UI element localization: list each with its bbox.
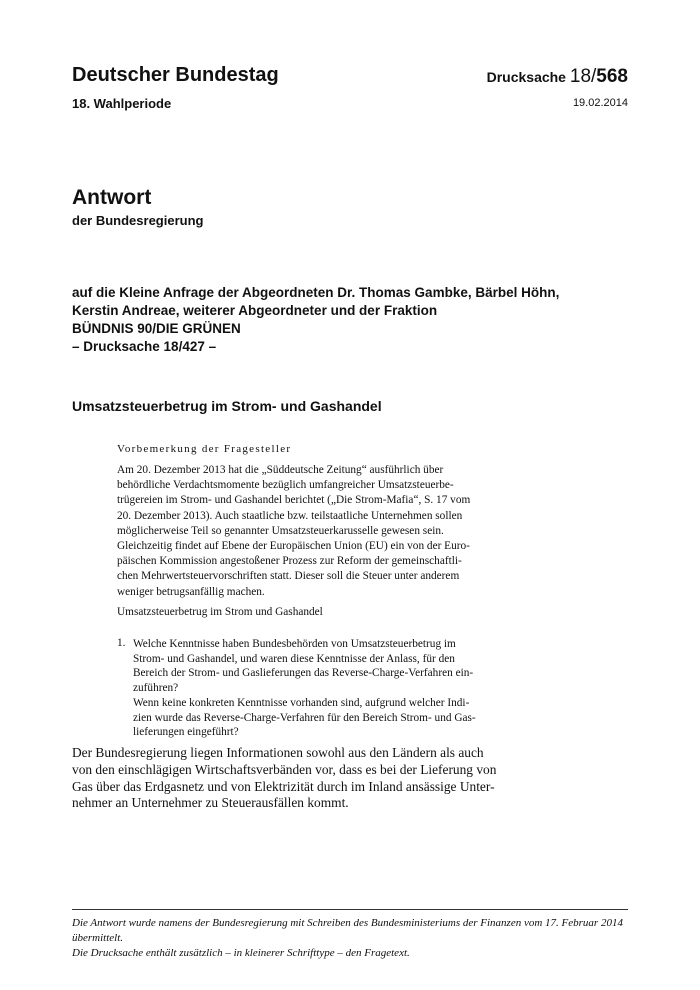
preliminary-remark-heading: Vorbemerkung der Fragesteller <box>117 443 292 455</box>
text-line: trügereien im Strom- und Gashandel berichtet („Die Strom-Mafia“, S. 17 vom <box>117 494 471 507</box>
inquiry-line: – Drucksache 18/427 – <box>72 339 217 354</box>
text-line: behördliche Verdachtsmomente bezüglich umfangreicher Umsatzsteuerbe- <box>117 479 454 492</box>
question-number: 1. <box>117 637 126 649</box>
text-line: 20. Dezember 2013). Auch staatliche bzw. teilstaatliche Unternehmen sollen <box>117 509 463 522</box>
text-line: Gas über das Erdgasnetz und von Elektrizität durch im Inland ansässige Unter- <box>72 778 495 794</box>
document-date: 19.02.2014 <box>572 97 628 109</box>
question-followup-text <box>133 696 629 740</box>
answer-text <box>72 745 630 812</box>
text-line: Wenn keine konkreten Kenntnisse vorhanden sind, aufgrund welcher Indi- <box>133 697 470 709</box>
text-line: zuführen? <box>133 681 179 694</box>
text-line: Welche Kenntnisse haben Bundesbehörden von Umsatzsteuerbetrug im <box>133 638 456 650</box>
institution-title: Deutscher Bundestag <box>72 64 279 86</box>
inquiry-line: BÜNDNIS 90/DIE GRÜNEN <box>72 321 241 336</box>
inquiry-line: auf die Kleine Anfrage der Abgeordneten Dr. Thomas Gambke, Bärbel Höhn, <box>72 285 560 300</box>
text-line: Der Bundesregierung liegen Informationen sowohl aus den Ländern als auch <box>72 745 484 760</box>
text-line: lieferungen eingeführt? <box>133 726 239 739</box>
text-line: Gleichzeitig findet auf Ebene der Europäischen Union (EU) ein von der Euro- <box>117 540 470 553</box>
footnote-line: Die Antwort wurde namens der Bundesregierung mit Schreiben des Bundesministeriums der Finanzen vom 17. Februar 2014 <box>72 917 623 929</box>
footnote-line: Die Drucksache enthält zusätzlich – in kleinerer Schrifttype – den Fragetext. <box>72 947 410 959</box>
election-period: 18. Wahlperiode <box>72 96 172 111</box>
text-line: nehmer an Unternehmer zu Steuerausfällen kommt. <box>72 795 349 811</box>
footnote-divider <box>72 909 628 910</box>
footnote <box>72 916 632 961</box>
question-text <box>133 637 629 695</box>
topic-heading: Umsatzsteuerbetrug im Strom- und Gashandel <box>72 398 382 414</box>
text-line: von den einschlägigen Wirtschaftsverbänden vor, dass es bei der Lieferung von <box>72 761 497 777</box>
text-line: Am 20. Dezember 2013 hat die „Süddeutsche Zeitung“ ausführlich über <box>117 464 444 476</box>
text-line: möglicherweise Teil so genannter Umsatzsteuerkarusselle gewesen sein. <box>117 524 444 537</box>
document-number-prefix: 18/ <box>569 66 597 87</box>
text-line: Bereich der Strom- und Gaslieferungen das Reverse-Charge-Verfahren ein- <box>133 667 474 680</box>
text-line: päischen Kommission angestoßener Prozess zur Reform der gemeinschaftli- <box>117 555 462 568</box>
document-number-value: 568 <box>596 66 628 87</box>
text-line: chen Mehrwertsteuervorschriften statt. Dieser soll die Steuer unter anderem <box>117 570 460 583</box>
inquiry-reference <box>72 284 652 356</box>
page-subtitle: der Bundesregierung <box>72 213 204 228</box>
preliminary-remark-text <box>117 463 629 600</box>
inquiry-line: Kerstin Andreae, weiterer Abgeordneter und der Fraktion <box>72 303 438 318</box>
text-line: weniger betrugsanfällig machen. <box>117 585 265 598</box>
text-line: Strom- und Gashandel, und waren diese Kenntnisse der Anlass, für den <box>133 652 455 665</box>
page-title: Antwort <box>72 186 152 209</box>
text-line: zien wurde das Reverse-Charge-Verfahren für den Bereich Strom- und Gas- <box>133 711 476 724</box>
footnote-line: übermittelt. <box>72 932 124 944</box>
document-number <box>487 66 628 88</box>
document-label: Drucksache <box>486 69 566 85</box>
section-heading: Umsatzsteuerbetrug im Strom und Gashandel <box>117 606 323 618</box>
